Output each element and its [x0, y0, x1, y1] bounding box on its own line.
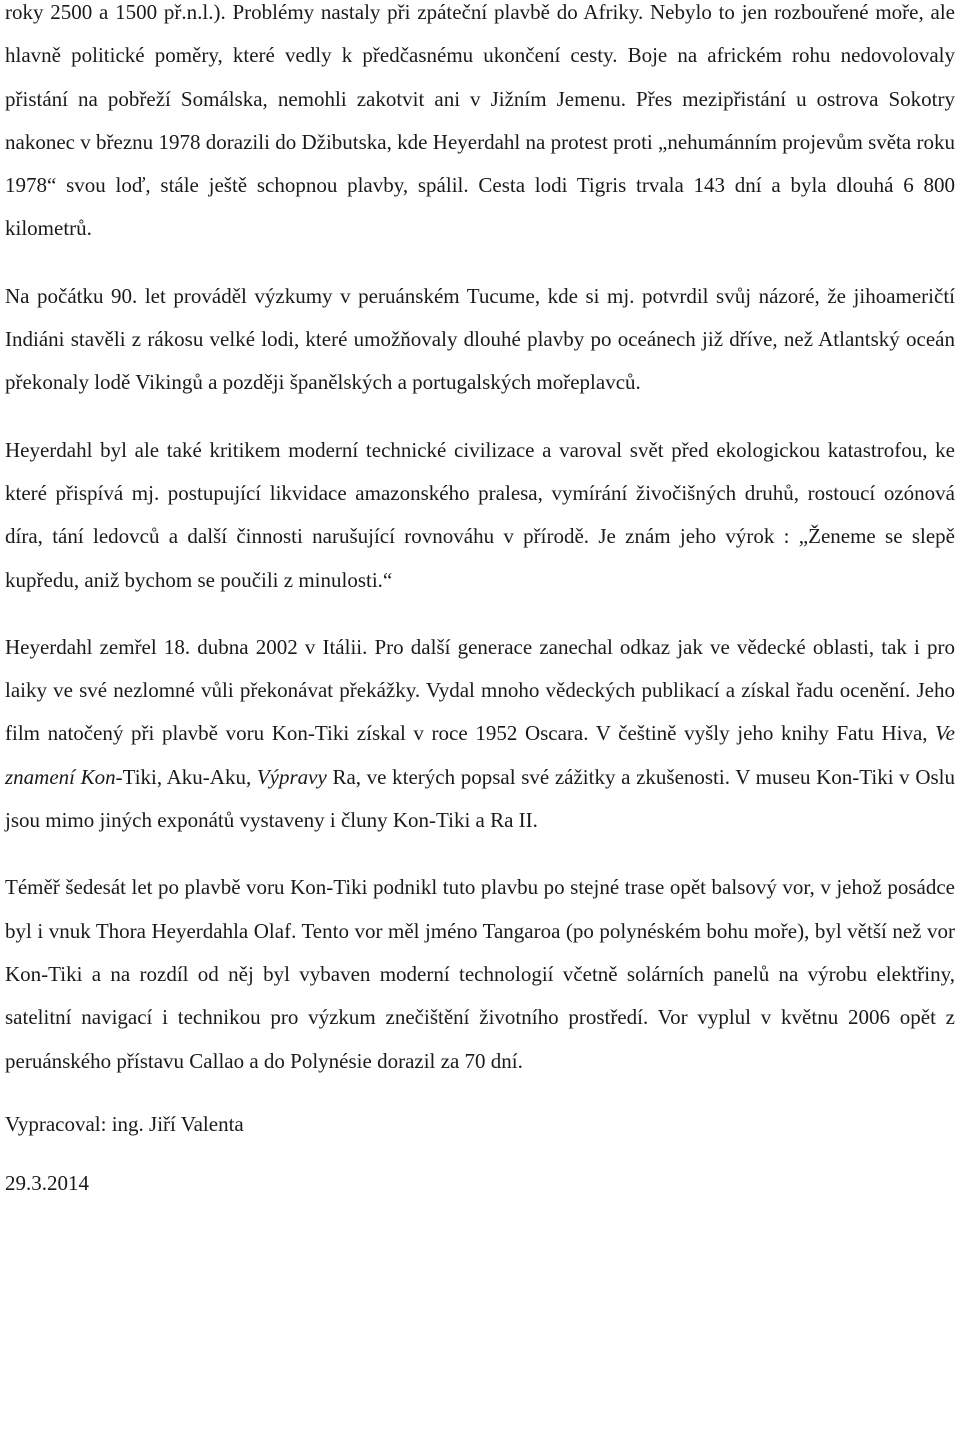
legacy-text-a: Heyerdahl zemřel 18. dubna 2002 v Itálii. Pro další generace zanechal odkaz jak ve vědecké oblasti, tak i pro laiky ve své nezlomné vůli překonávat překážky. Vydal mnoho vědeckých publikací a získal řadu ocenění. Jeho film natočený při plavbě voru Kon-Tiki získal v roce 1952 Oscara. V češtině vyšly jeho knihy Fatu Hiva,: [5, 634, 955, 746]
legacy-text-e: Ra, ve kterých popsal své zážitky a zkušenosti. V museu Kon-Tiki v Oslu jsou mimo jiných exponátů vystaveny i čluny Kon-Tiki a Ra II.: [5, 764, 955, 833]
paragraph-ecology-critic: Heyerdahl byl ale také kritikem moderní technické civilizace a varoval svět před ekologickou katastrofou, ke které přispívá mj. postupující likvidace amazonského pralesa, vymírání živočišných druhů, rostoucí ozónová díra, tání ledovců a další činnosti narušující rovnováhu v přírodě. Je znám jeho výrok : „Ženeme se slepě kupředu, aniž bychom se poučili z minulosti.“: [5, 437, 955, 592]
paragraph-death-legacy: [5, 626, 955, 842]
legacy-text-c: -Tiki, Aku-Aku,: [115, 764, 257, 789]
book-title-kon-tiki: Ve znamení Kon: [5, 721, 955, 789]
paragraph-tangaroa: Téměř šedesát let po plavbě voru Kon-Tiki podnikl tuto plavbu po stejné trase opět balsový vor, v jehož posádce byl i vnuk Thora Heyerdahla Olaf. Tento vor měl jméno Tangaroa (po polynéském bohu moře), byl větší než vor Kon-Tiki a na rozdíl od něj byl vybaven moderní technologií včetně solárních panelů na výrobu elektřiny, satelitní navigací i technikou pro výzkum znečištění životního prostředí. Vor vyplul v květnu 2006 opět z peruánského přístavu Callao a do Polynésie dorazil za 70 dní.: [5, 875, 955, 1073]
paragraph-tigris-voyage: roky 2500 a 1500 př.n.l.). Problémy nastaly při zpáteční plavbě do Afriky. Nebylo to jen rozbouřené moře, ale hlavně politické poměry, které vedly k předčasnému ukončení cesty. Boje na africkém rohu nedovolovaly přistání na pobřeží Somálska, nemohli zakotvit ani v Jižním Jemenu. Přes mezipřistání u ostrova Sokotry nakonec v březnu 1978 dorazili do Džibutska, kde Heyerdahl na protest proti „nehumánním projevům světa roku 1978“ svou loď, stále ještě schopnou plavby, spálil. Cesta lodi Tigris trvala 143 dní a byla dlouhá 6 800 kilometrů.: [5, 0, 955, 241]
paragraph-tucume-research: Na počátku 90. let prováděl výzkumy v peruánském Tucume, kde si mj. potvrdil svůj názoré, že jihoameričtí Indiáni stavěli z rákosu velké lodi, které umožňovaly dlouhé plavby po oceánech již dříve, než Atlantský oceán překonaly lodě Vikingů a později španělských a portugalských mořeplavců.: [5, 283, 955, 395]
book-title-vypravy: Výpravy: [256, 764, 327, 789]
document-date: 29.3.2014: [5, 1170, 89, 1195]
document-page: [5, 0, 955, 1205]
author-signature: Vypracoval: ing. Jiří Valenta: [5, 1111, 244, 1136]
